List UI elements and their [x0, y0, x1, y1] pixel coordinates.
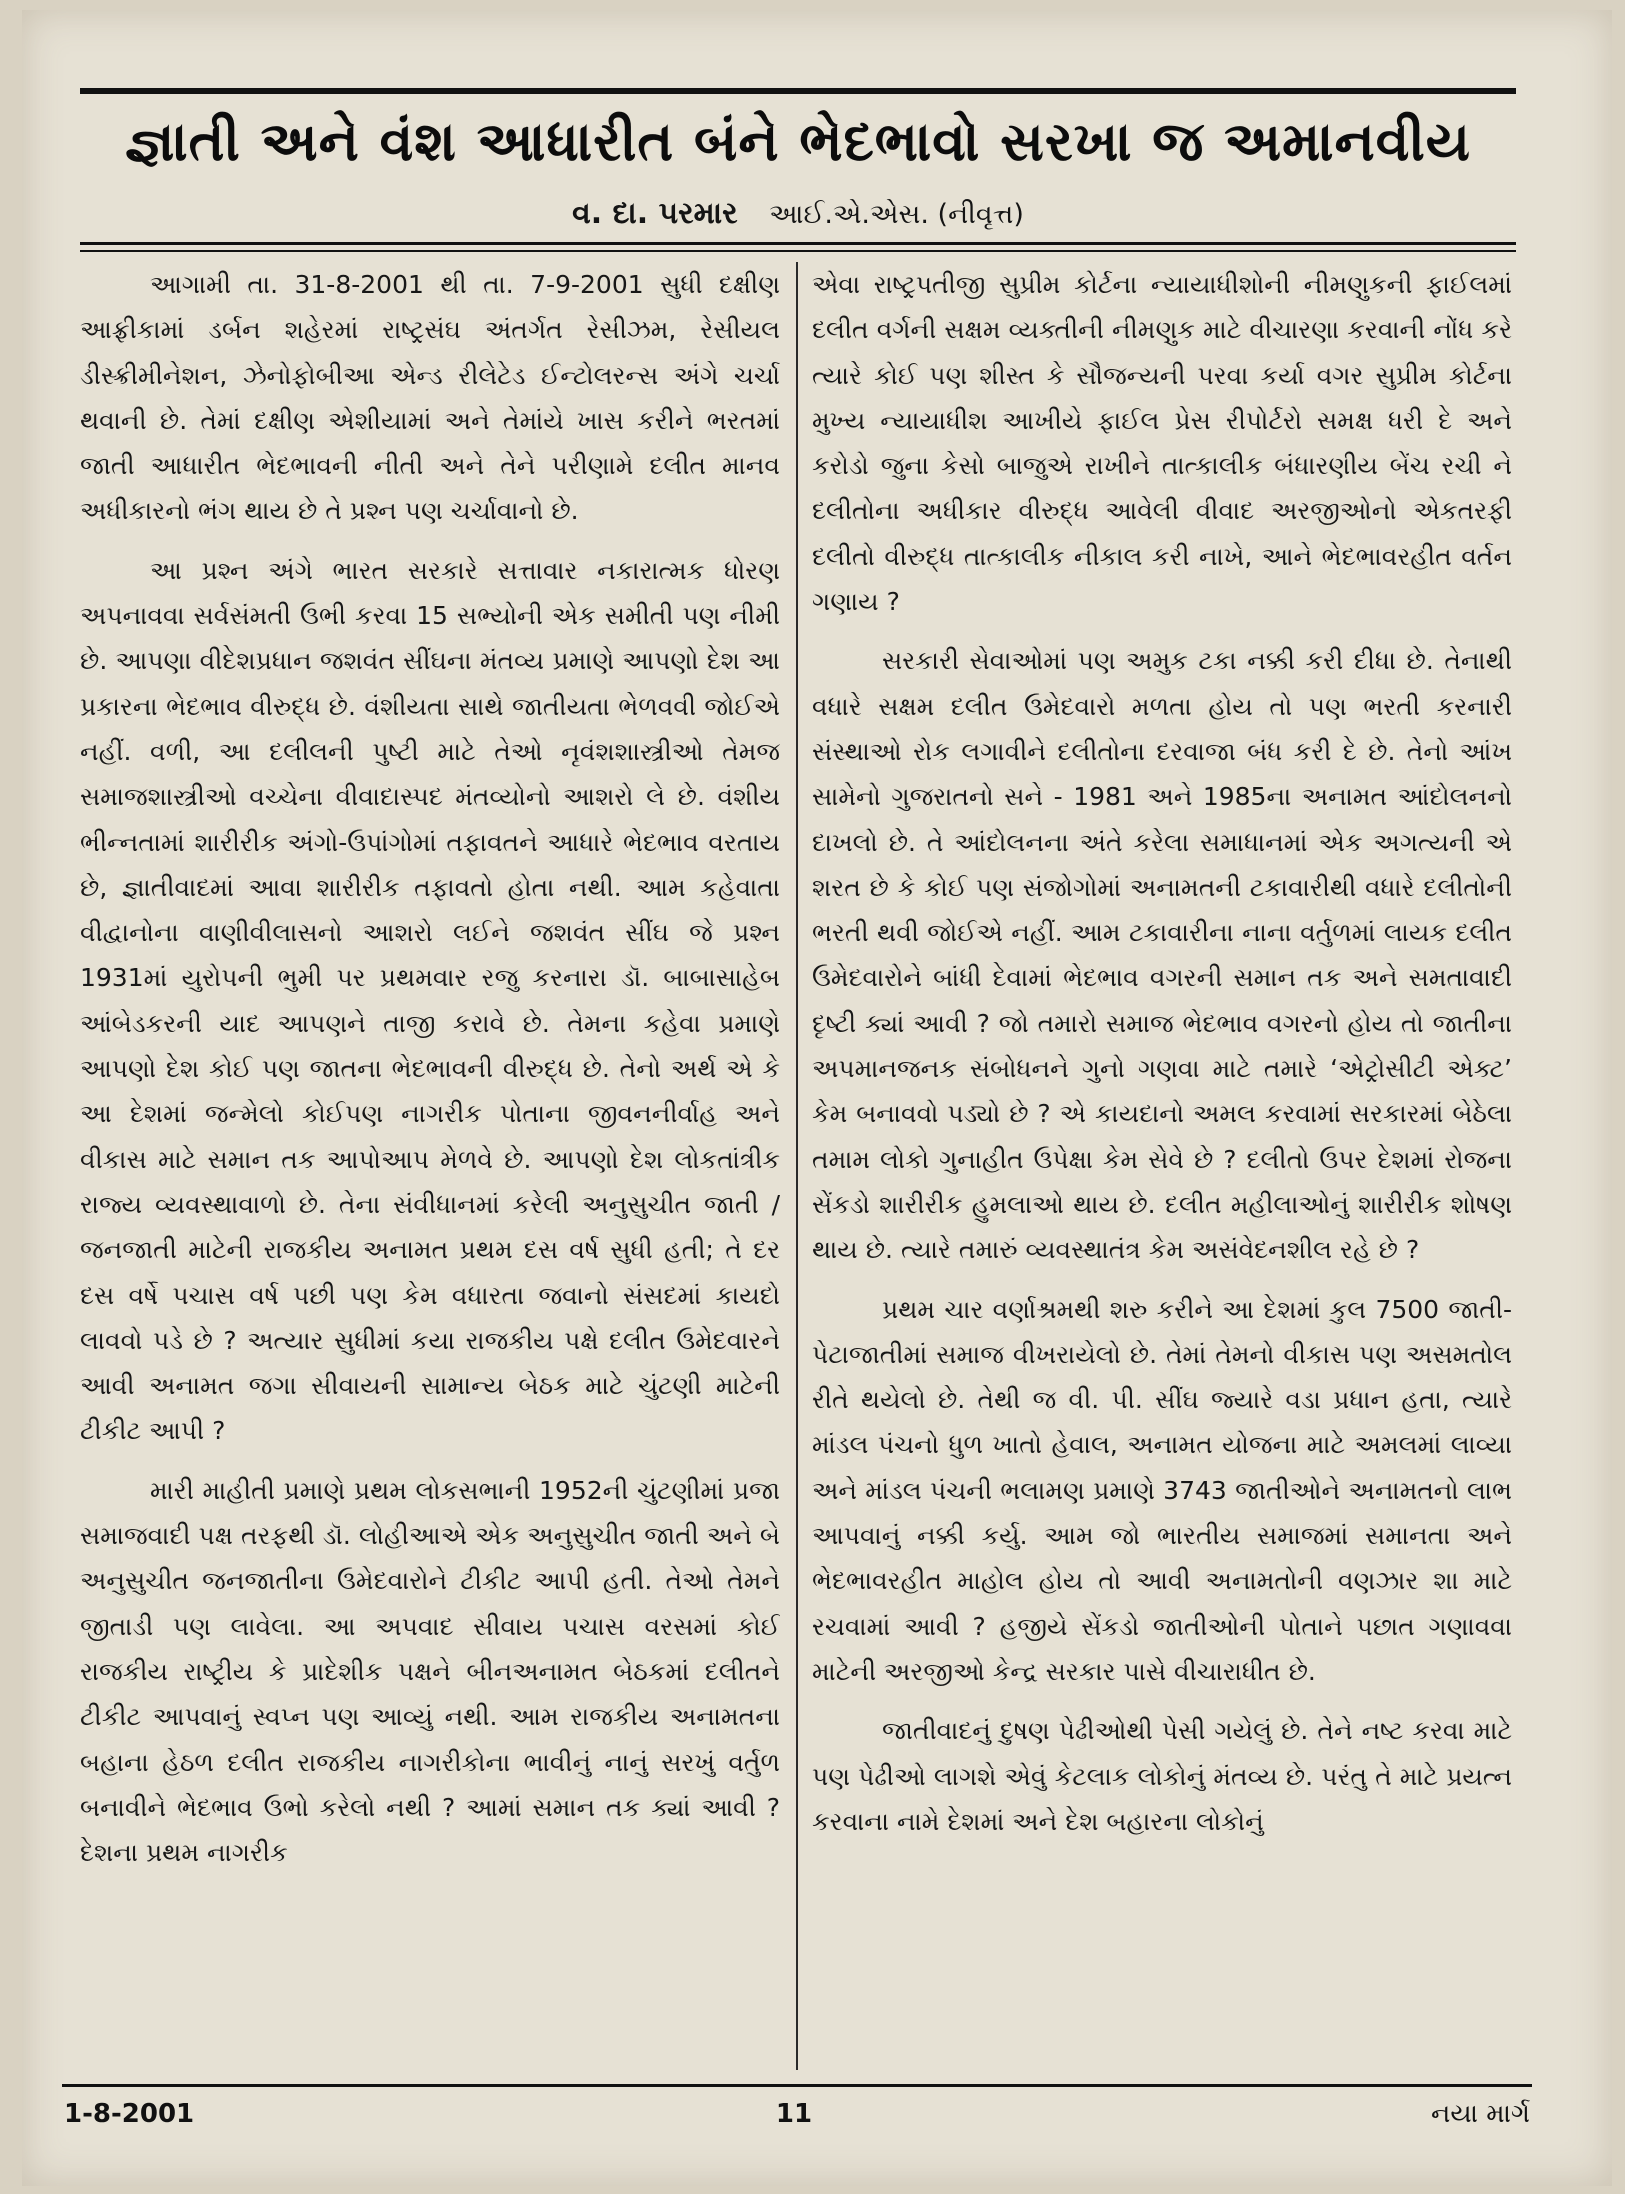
paragraph: મારી માહીતી પ્રમાણે પ્રથમ લોકસભાની 1952ની ચુંટણીમાં પ્રજા સમાજવાદી પક્ષ તરફથી ડૉ. લોહીઆએ એક અનુસુચીત જાતી અને બે અનુસુચીત જનજાતીના ઉમેદવારોને ટીકીટ આપી હતી. તેઓ તેમને જીતાડી પણ લાવેલા. આ અપવાદ સીવાય પચાસ વરસમાં કોઈ રાજકીય રાષ્ટ્રીય કે પ્રાદેશીક પક્ષને બીનઅનામત બેઠકમાં દલીતને ટીકીટ આપવાનું સ્વપ્ન પણ આવ્યું નથી. આમ રાજકીય અનામતના બહાના હેઠળ દલીત રાજકીય નાગરીકોના ભાવીનું નાનું સરખું વર્તુળ બનાવીને ભેદભાવ ઉભો કરેલો નથી ? આમાં સમાન તક ક્યાં આવી ? દેશના પ્રથમ નાગરીક	[80, 1475, 780, 1868]
page-number: 11	[775, 2099, 813, 2129]
paragraph: એવા રાષ્ટ્રપતીજી સુપ્રીમ કોર્ટના ન્યાયાધીશોની નીમણુકની ફાઈલમાં દલીત વર્ગની સક્ષમ વ્યક્તીની નીમણુક માટે વીચારણા કરવાની નોંધ કરે ત્યારે કોઈ પણ શીસ્ત કે સૌજન્યની પરવા કર્યા વગર સુપ્રીમ કોર્ટના મુખ્ય ન્યાયાધીશ આખીયે ફાઈલ પ્રેસ રીપોર્ટરો સમક્ષ ધરી દે અને કરોડો જુના કેસો બાજુએ રાખીને તાત્કાલીક બંધારણીય બેંચ રચી ને દલીતોના અધીકાર વીરુદ્ધ આવેલી વીવાદ અરજીઓનો એકતરફી દલીતો વીરુદ્ધ તાત્કાલીક નીકાલ કરી નાખે, આને ભેદભાવરહીત વર્તન ગણાય ?	[812, 270, 1512, 617]
left-column	[80, 262, 780, 2072]
header-rule-thick	[80, 242, 1516, 245]
byline	[80, 190, 1516, 238]
top-rule	[80, 88, 1516, 94]
footer-rule	[62, 2084, 1532, 2087]
author-name: વ. દા. પરમાર	[572, 196, 738, 231]
magazine-name: નયા માર્ગ	[1430, 2099, 1530, 2129]
issue-date: 1-8-2001	[64, 2099, 195, 2129]
article-headline: જ્ઞાતી અને વંશ આધારીત બંને ભેદભાવો સરખા જ અમાનવીય	[124, 110, 1472, 173]
column-divider	[796, 262, 798, 2070]
magazine-page	[22, 10, 1612, 2186]
paragraph: આગામી તા. 31-8-2001 થી તા. 7-9-2001 સુધી દક્ષીણ આફ્રીકામાં ડર્બન શહેરમાં રાષ્ટ્રસંઘ અંતર્ગત રેસીઝમ, રેસીયલ ડીસ્ક્રીમીનેશન, ઝેનોફોબીઆ એન્ડ રીલેટેડ ઈન્ટોલરન્સ અંગે ચર્ચા થવાની છે. તેમાં દક્ષીણ એશીયામાં અને તેમાંયે ખાસ કરીને ભરતમાં જાતી આધારીત ભેદભાવની નીતી અને તેને પરીણામે દલીત માનવ અધીકારનો ભંગ થાય છે તે પ્રશ્ન પણ ચર્ચાવાનો છે.	[80, 270, 780, 526]
right-column	[812, 262, 1512, 2072]
paragraph: જાતીવાદનું દુષણ પેઢીઓથી પેસી ગયેલું છે. તેને નષ્ટ કરવા માટે પણ પેઢીઓ લાગશે એવું કેટલાક લોકોનું મંતવ્ય છે. પરંતુ તે માટે પ્રયત્ન કરવાના નામે દેશમાં અને દેશ બહારના લોકોનું	[812, 1716, 1512, 1836]
author-title: આઈ.એ.એસ. (નીવૃત્ત)	[769, 199, 1024, 230]
paragraph: પ્રથમ ચાર વર્ણાશ્રમથી શરુ કરીને આ દેશમાં કુલ 7500 જાતી-પેટાજાતીમાં સમાજ વીખરાયેલો છે. તેમાં તેમનો વીકાસ પણ અસમતોલ રીતે થયેલો છે. તેથી જ વી. પી. સીંઘ જ્યારે વડા પ્રધાન હતા, ત્યારે માંડલ પંચનો ધુળ ખાતો હેવાલ, અનામત યોજના માટે અમલમાં લાવ્યા અને માંડલ પંચની ભલામણ પ્રમાણે 3743 જાતીઓને અનામતનો લાભ આપવાનું નક્કી કર્યુ. આમ જો ભારતીય સમાજમાં સમાનતા અને ભેદભાવરહીત માહોલ હોય તો આવી અનામતોની વણઝાર શા માટે રચવામાં આવી ? હજીયે સેંકડો જાતીઓની પોતાને પછાત ગણાવવા માટેની અરજીઓ કેન્દ્ર સરકાર પાસે વીચારાધીત છે.	[812, 1294, 1512, 1686]
paragraph: સરકારી સેવાઓમાં પણ અમુક ટકા નક્કી કરી દીધા છે. તેનાથી વધારે સક્ષમ દલીત ઉમેદવારો મળતા હોય તો પણ ભરતી કરનારી સંસ્થાઓ રોક લગાવીને દલીતોના દરવાજા બંધ કરી દે છે. તેનો આંખ સામેનો ગુજરાતનો સને - 1981 અને 1985ના અનામત આંદોલનનો દાખલો છે. તે આંદોલનના અંતે કરેલા સમાધાનમાં એક અગત્યની એ શરત છે કે કોઈ પણ સંજોગોમાં અનામતની ટકાવારીથી વધારે દલીતોની ભરતી થવી જોઈએ નહીં. આમ ટકાવારીના નાના વર્તુળમાં લાયક દલીત ઉમેદવારોને બાંધી દેવામાં ભેદભાવ વગરની સમાન તક અને સમતાવાદી દૃષ્ટી ક્યાં આવી ? જો તમારો સમાજ ભેદભાવ વગરનો હોય તો જાતીના અપમાનજનક સંબોધનને ગુનો ગણવા માટે તમારે ‘એટ્રોસીટી એક્ટ’ કેમ બનાવવો પડ્યો છે ? એ કાયદાનો અમલ કરવામાં સરકારમાં બેઠેલા તમામ લોકો ગુનાહીત ઉપેક્ષા કેમ સેવે છે ? દલીતો ઉપર દેશમાં રોજના સેંકડો શારીરીક હુમલાઓ થાય છે. દલીત મહીલાઓનું શારીરીક શોષણ થાય છે. ત્યારે તમારું વ્યવસ્થાતંત્ર કેમ અસંવેદનશીલ રહે છે ?	[812, 646, 1512, 1265]
paragraph: આ પ્રશ્ન અંગે ભારત સરકારે સત્તાવાર નકારાત્મક ધોરણ અપનાવવા સર્વસંમતી ઉભી કરવા 15 સભ્યોની એક સમીતી પણ નીમી છે. આપણા વીદેશપ્રધાન જશવંત સીંઘના મંતવ્ય પ્રમાણે આપણો દેશ આ પ્રકારના ભેદભાવ વીરુદ્ધ છે. વંશીયતા સાથે જાતીયતા ભેળવવી જોઈએ નહીં. વળી, આ દલીલની પુષ્ટી માટે તેઓ નૃવંશશાસ્ત્રીઓ તેમજ સમાજશાસ્ત્રીઓ વચ્ચેના વીવાદાસ્પદ મંતવ્યોનો આશરો લે છે. વંશીય ભીન્નતામાં શારીરીક અંગો-ઉપાંગોમાં તફાવતને આધારે ભેદભાવ વરતાય છે, જ્ઞાતીવાદમાં આવા શારીરીક તફાવતો હોતા નથી. આમ કહેવાતા વીદ્વાનોના વાણીવીલાસનો આશરો લઈને જશવંત સીંઘ જે પ્રશ્ન 1931માં યુરોપની ભુમી પર પ્રથમવાર રજુ કરનારા ડૉ. બાબાસાહેબ આંબેડકરની યાદ આપણને તાજી કરાવે છે. તેમના કહેવા પ્રમાણે આપણો દેશ કોઈ પણ જાતના ભેદભાવની વીરુદ્ધ છે. તેનો અર્થ એ કે આ દેશમાં જન્મેલો કોઈપણ નાગરીક પોતાના જીવનનીર્વાહ અને વીકાસ માટે સમાન તક આપોઆપ મેળવે છે. આપણો દેશ લોકતાંત્રીક રાજ્ય વ્યવસ્થાવાળો છે. તેના સંવીધાનમાં કરેલી અનુસુચીત જાતી / જનજાતી માટેની રાજકીય અનામત પ્રથમ દસ વર્ષ સુધી હતી; તે દર દસ વર્ષે પચાસ વર્ષ પછી પણ કેમ વધારતા જવાનો સંસદમાં કાયદો લાવવો પડે છે ? અત્યાર સુધીમાં કયા રાજકીય પક્ષે દલીત ઉમેદવારને આવી અનામત જગા સીવાયની સામાન્ય બેઠક માટે ચુંટણી માટેની ટીકીટ આપી ?	[80, 555, 780, 1446]
header-rule-thin	[80, 250, 1516, 252]
